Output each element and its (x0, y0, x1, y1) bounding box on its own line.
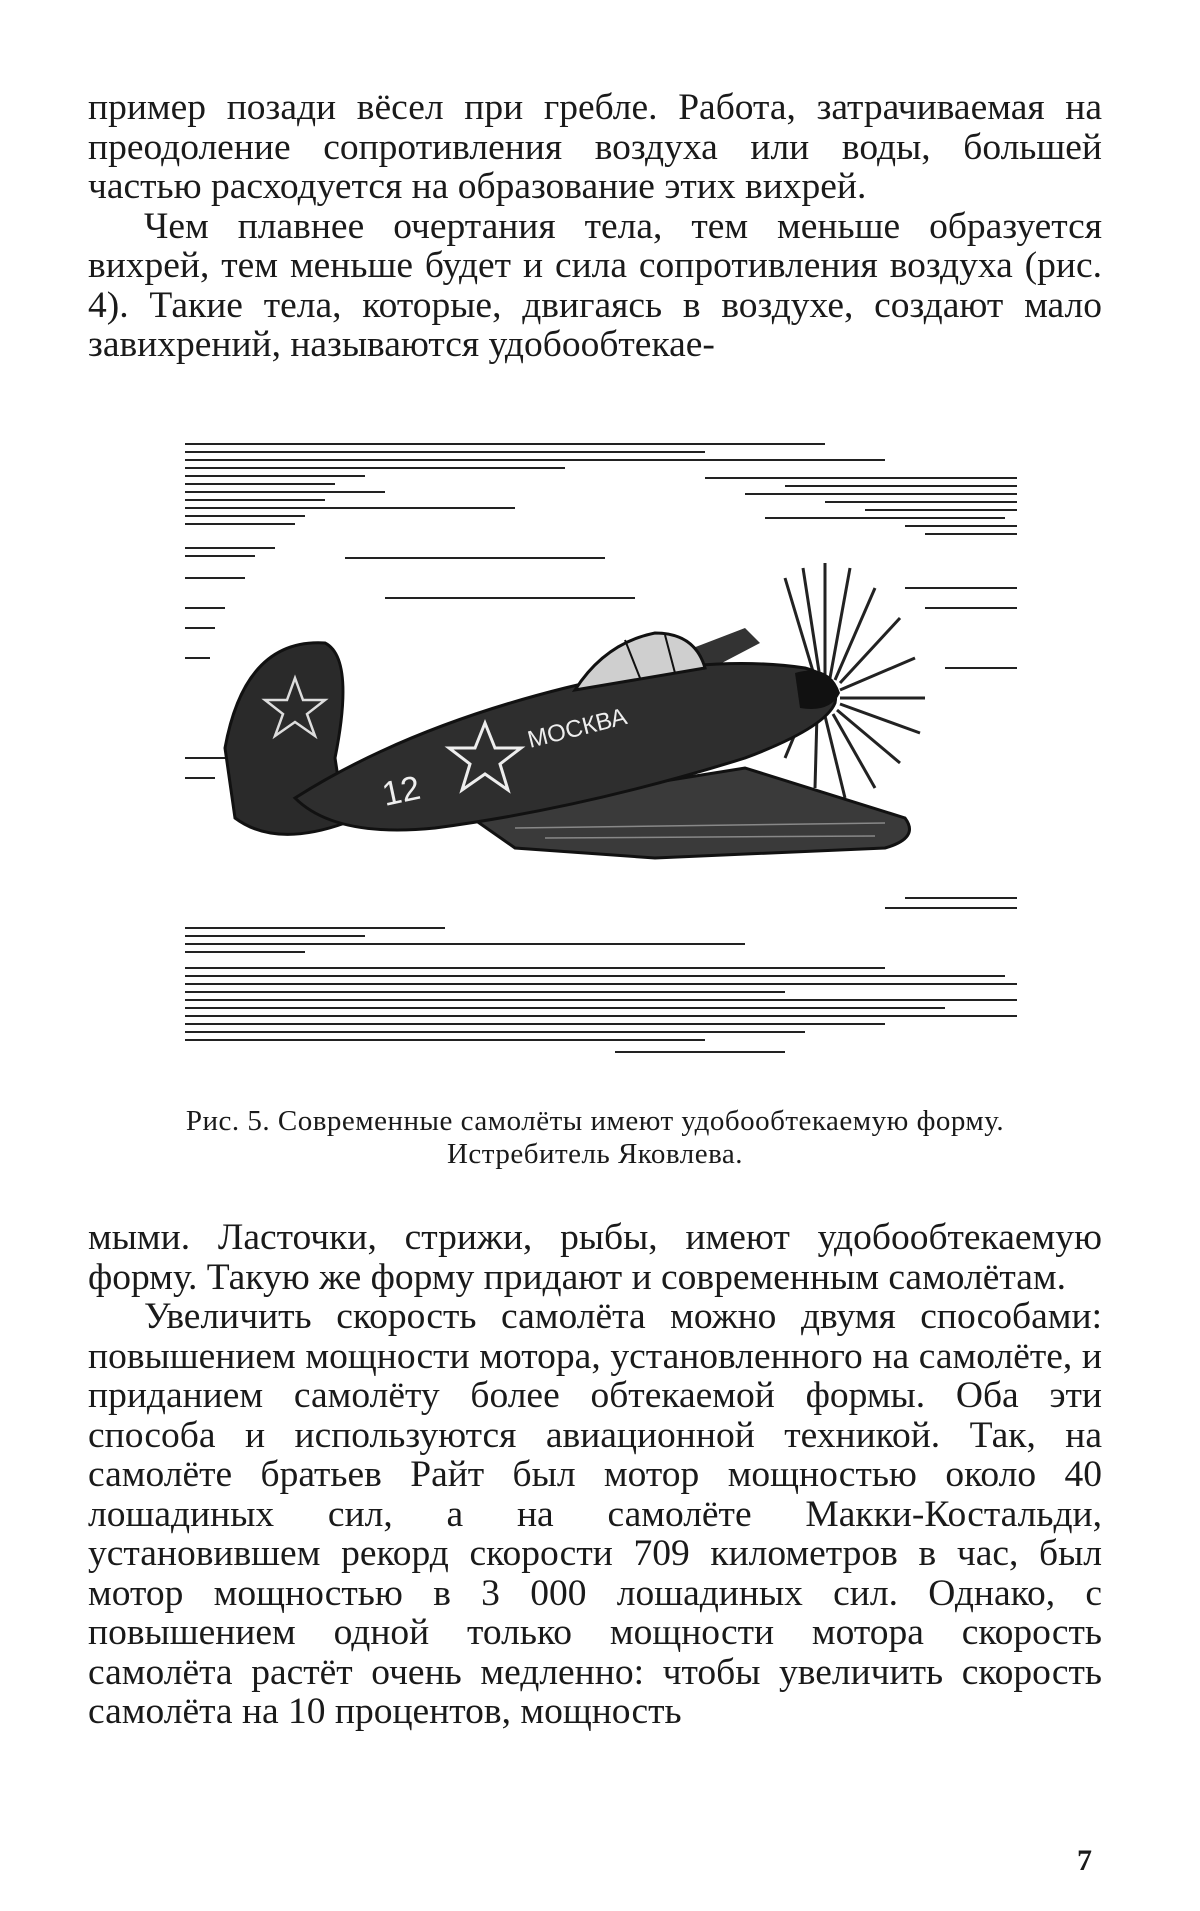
caption-line: Рис. 5. Современные самолёты имеют удобообтекаемую форму. (185, 1105, 1005, 1137)
fuselage-number: 12 (378, 768, 424, 814)
page-number: 7 (1077, 1844, 1092, 1877)
figure-caption (88, 1105, 1102, 1171)
text-block-bottom (88, 1218, 1102, 1732)
fuselage-inscription: МОСКВА (524, 703, 630, 754)
paragraph: пример позади вёсел при гребле. Работа, затрачиваемая на преодоление сопротивления воздуха или воды, большей частью расходуется на образование этих вихрей. (88, 87, 1102, 207)
paragraph: Увеличить скорость самолёта можно двумя способами: повышением мощности мотора, установленного на самолёте, и приданием самолёту более обтекаемой формы. Оба эти способа и используются авиационной техникой. Так, на самолёте братьев Райт был мотор мощностью около 40 лошадиных сил, а на самолёте Макки-Костальди, установившем рекорд скорости 709 километров в час, был мотор мощностью в 3 000 лошадиных сил. Однако, с повышением одной только мощности мотора скорость самолёта растёт очень медленно: чтобы увеличить скорость самолёта на 10 процентов, мощность (88, 1296, 1102, 1732)
paragraph: мыми. Ласточки, стрижи, рыбы, имеют удобообтекаемую форму. Такую же форму придают и современным самолётам. (88, 1217, 1102, 1298)
text-block-top (88, 88, 1102, 365)
caption-line: Истребитель Яковлева. (446, 1138, 744, 1170)
figure-fighter-plane (185, 428, 1017, 1064)
fighter-plane-illustration (185, 428, 1017, 1064)
paragraph: Чем плавнее очертания тела, тем меньше образуется вихрей, тем меньше будет и сила сопротивления воздуха (рис. 4). Такие тела, которые, двигаясь в воздухе, создают мало завихрений, называются удобообтекае- (88, 205, 1102, 365)
